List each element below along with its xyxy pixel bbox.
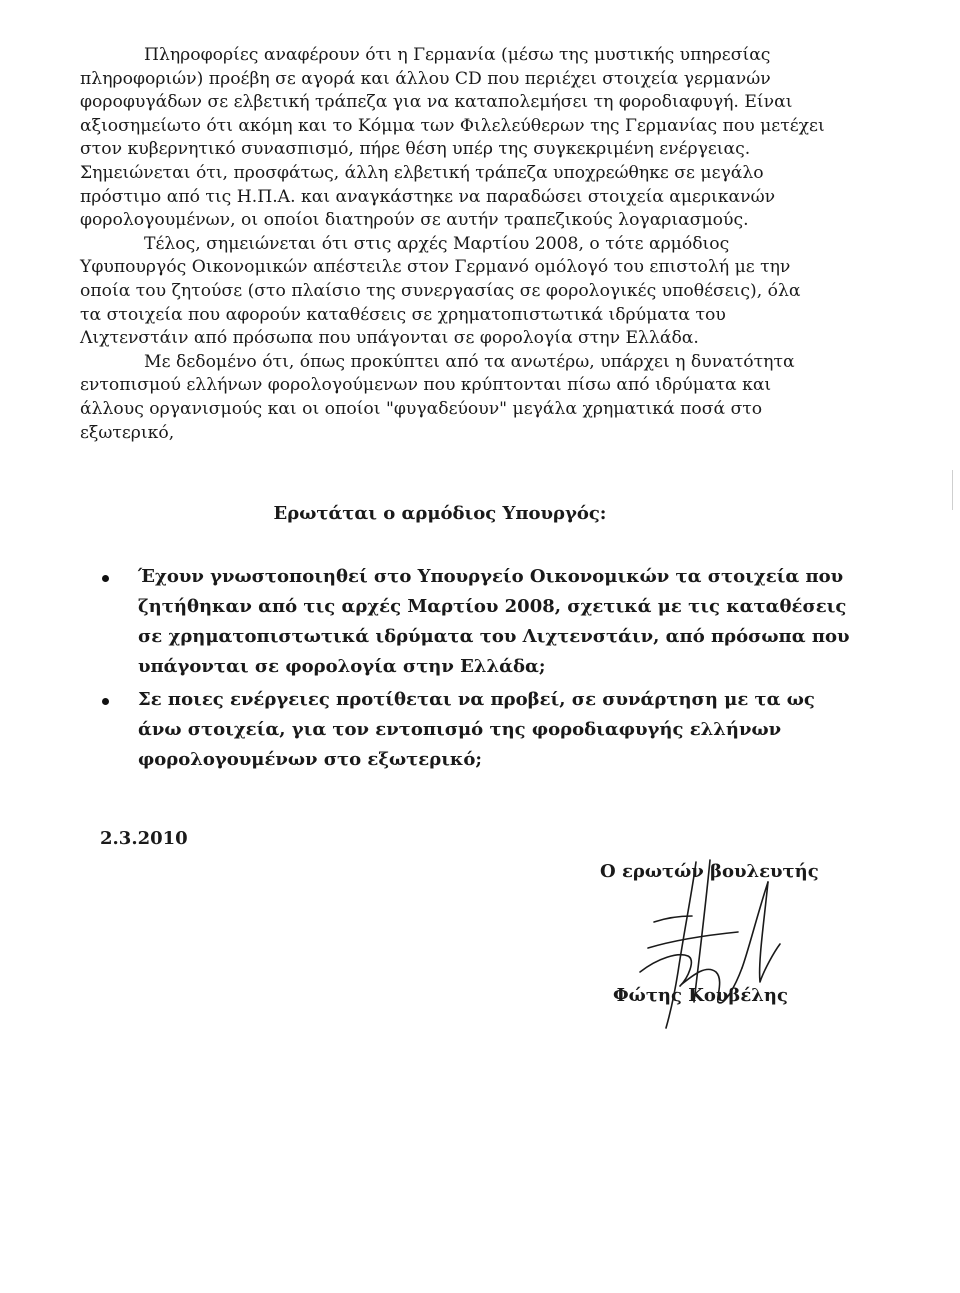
question-text: Έχουν γνωστοποιηθεί στο Υπουργείο Οικονομικών τα στοιχεία που ζητήθηκαν από τις αρχές Μαρτίου 2008, σχετικά με τις καταθέσεις σε χρηματοπιστωτικά ιδρύματα του Λιχτενστάιν, από πρόσωπα που υπάγονται σε φορολογία στην Ελλάδα; [138, 566, 850, 677]
document-date: 2.3.2010 [100, 828, 188, 849]
question-item [96, 562, 856, 682]
bullet-dot-icon [102, 575, 109, 582]
paragraph-conclusion: Με δεδομένο ότι, όπως προκύπτει από τα ανωτέρω, υπάρχει η δυνατότητα εντοπισμού ελλήνων φορολογούμενων που κρύπτονται πίσω από ιδρύματα και άλλους οργανισμούς και οι οποίοι "φυγαδεύουν" μεγάλα χρηματικά ποσά στο εξωτερικό, [80, 351, 795, 443]
question-text: Σε ποιες ενέργειες προτίθεται να προβεί, σε συνάρτηση με τα ως άνω στοιχεία, για τον εντοπισμό της φοροδιαφυγής ελλήνων φορολογουμένων στο εξωτερικό; [138, 689, 815, 770]
scan-edge-mark [952, 470, 953, 510]
question-list [96, 562, 856, 778]
question-heading: Ερωτάται ο αρμόδιος Υπουργός: [273, 503, 607, 524]
question-item [96, 685, 856, 775]
signer-name: Φώτης Κουβέλης [613, 985, 788, 1006]
signer-title: Ο ερωτών βουλευτής [600, 861, 819, 882]
paragraph-march-2008: Τέλος, σημειώνεται ότι στις αρχές Μαρτίου 2008, ο τότε αρμόδιος Υφυπουργός Οικονομικών απέστειλε στον Γερμανό ομόλογό του επιστολή με την οποία του ζητούσε (στο πλαίσιο της συνεργασίας σε φορολογικές υποθέσεις), όλα τα στοιχεία που αφορούν καταθέσεις σε χρηματοπιστωτικά ιδρύματα του Λιχτενστάιν από πρόσωπα που υπάγονται σε φορολογία στην Ελλάδα. [80, 233, 801, 349]
paragraph-intro: Πληροφορίες αναφέρουν ότι η Γερμανία (μέσω της μυστικής υπηρεσίας πληροφοριών) προέβη σε αγορά και άλλου CD που περιέχει στοιχεία γερμανών φοροφυγάδων σε ελβετική τράπεζα για να καταπολεμήσει τη φοροδιαφυγή. Είναι αξιοσημείωτο ότι ακόμη και το Κόμμα των Φιλελεύθερων της Γερμανίας που μετέχει στον κυβερνητικό συνασπισμό, πήρε θέση υπέρ της συγκεκριμένη ενέργειας. Σημειώνεται ότι, προσφάτως, άλλη ελβετική τράπεζα υποχρεώθηκε σε μεγάλο πρόστιμο από τις Η.Π.Α. και αναγκάστηκε να παραδώσει στοιχεία αμερικανών φορολογουμένων, οι οποίοι διατηρούν σε αυτήν τραπεζικούς λογαριασμούς. [80, 45, 825, 231]
bullet-dot-icon [102, 698, 109, 705]
document-body [80, 44, 825, 445]
